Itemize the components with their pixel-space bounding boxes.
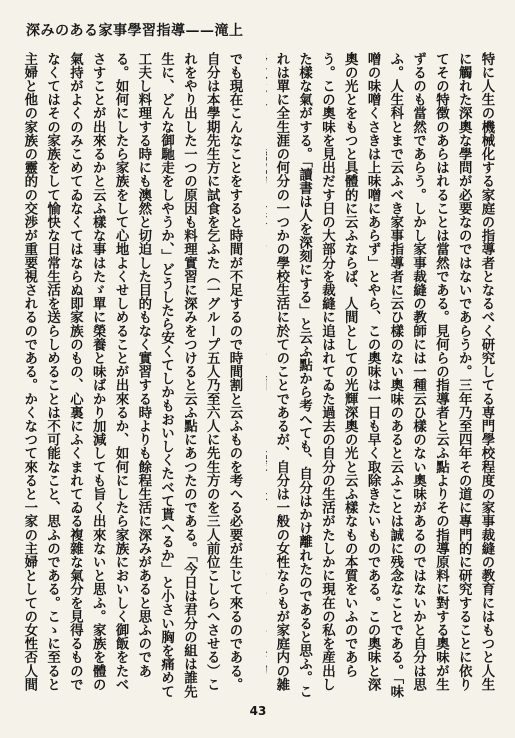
page-number: 43 (249, 704, 267, 718)
page-header: 深みのある家事學習指導——滝上 (26, 23, 244, 39)
right-text-column: 特に人生の機械化する家庭の指導者となるべく研究してる専門學校程度の家事裁縫の教育にはもつと人生に觸れた深奧な學問が必要なのではないであらうか。三年乃至四年その道に專門的に研究することに依りてその特徴のあらはれることは當然である。見何らの指導者と云ふ點よりその指導原料に對する奧味が生ずるのも當然であらう。しかし家事裁縫の教師には一種云ひ樣のない奧味があるのではないかと自分は思ふ。人生科とまで云ふべき家事指導者に云ひ樣のない奧味のあると云ふことは誠に残念なことである。「味噌の味噌くさきは上味噌にあらず」とやら、この奧味は一日も早く取除きたいものである。この奧味と深奧の光とをもつと具體的に云ふならば、人間としての光輝深奧の光と云ふ樣なもの本質をいふのであらう。この奧味を見出だす日の大部分を裁縫に追はれてゐた過去の自分の生活がたしかに現在の私を産出した樣な氣がする。「讀書は人を深刻にする」と云ふ點から考へても、自分はかけ離れたのであると思ふ。これは單に全生涯の何分の一つかの學校生活に於てのことであるが、自分は一般の女性ならもが家庭内の雑 (273, 52, 495, 699)
left-text-column: でも現在こんなことをすると時間が不足するので時間割と云ふものを考へる必要が生じて來るのである。自分は本學期先生方に試食を乞ふた（一グループ五人乃至六人に先生方のを三人前位こしらへさせる）これをやり出した一つの原因も料理實習に深みをつけると云ふ點にあつたのである。「今日は君分の組は誰先生に、どんな御馳走をしやうか、」どうしたら安くてしかもおいしくたべて貰へるか」と小さい胸を痛めて工夫し料理する時にも澳然と切迫した目的もなく實習する時よりも餘程生活に深みがあると思ふのである。如何にしたら家族をして心地よくせしめることが出來るか、如何にしたら家族においしく御飯をたべさすことが出來るかと云ふ樣な事はたゞ單に榮養と味ばかり加減しても旨く出來ないと思ふ。家族を體の氣持がよくのみこめてゐなくてはならぬ即家族のもの、心裏にふくまれてゐる複雜な氣分を見得るものでなくてはその家族をして愉快な日常生活を送らしめることは不可能なこと、思ふのである。こゝに至ると主婦と他の家族の靈的の交渉が重要視されるのである。かくなつて來ると一家の主婦としての女性否人間 (21, 52, 243, 699)
